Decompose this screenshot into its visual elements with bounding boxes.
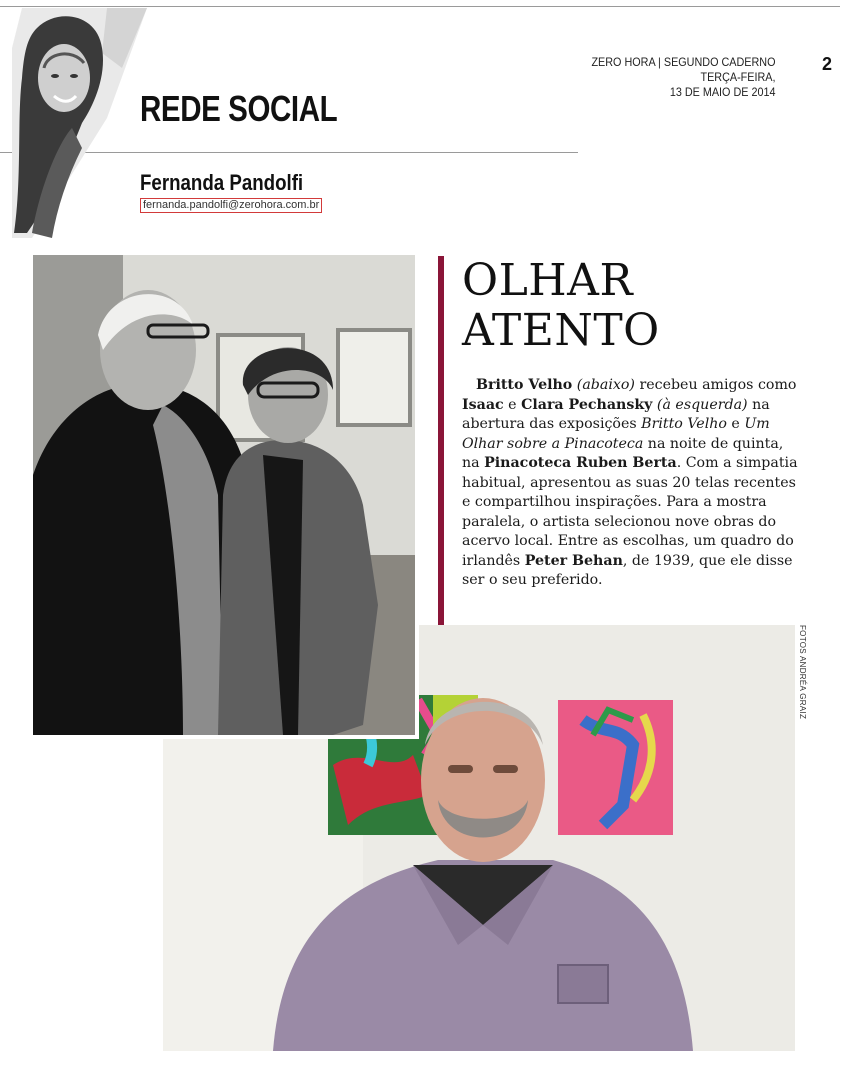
article-run: e bbox=[503, 396, 522, 413]
photo-credit: FOTOS ANDRÉA GRAIZ bbox=[798, 625, 807, 720]
masthead bbox=[591, 55, 775, 100]
article-run: Pinacoteca Ruben Berta bbox=[484, 455, 677, 471]
article-run: Isaac bbox=[462, 396, 504, 413]
article-run: na abertura das exposições bbox=[462, 396, 770, 432]
article-run: recebeu amigos como bbox=[634, 377, 797, 393]
article-run: Um Olhar sobre a Pinacoteca bbox=[462, 416, 770, 452]
headline-line-1: OLHAR bbox=[462, 255, 634, 306]
masthead-date: 13 DE MAIO DE 2014 bbox=[669, 85, 775, 99]
article-run: . Com a simpatia habitual, apresentou as suas 20 telas recentes e compartilhou inspirações. Para a mostra paralela, o artista selecionou nove obras do acervo local. Entre as escolhas, um quadro do irlandês bbox=[462, 455, 798, 569]
author-name: Fernanda Pandolfi bbox=[140, 170, 304, 195]
article-run: Clara Pechansky bbox=[521, 396, 653, 413]
page-number: 2 bbox=[822, 54, 833, 74]
article-run: Britto Velho bbox=[641, 416, 727, 432]
accent-bar bbox=[438, 256, 444, 660]
article-run: (à esquerda) bbox=[656, 396, 748, 413]
photo-couple bbox=[33, 255, 415, 735]
article-run: e bbox=[726, 416, 745, 432]
article-headline bbox=[462, 256, 660, 356]
top-rule bbox=[0, 6, 840, 7]
article-run: (abaixo) bbox=[576, 377, 635, 393]
author-email-link[interactable]: fernanda.pandolfi@zerohora.com.br bbox=[140, 198, 322, 213]
masthead-weekday: TERÇA-FEIRA, bbox=[699, 70, 775, 84]
columnist-portrait bbox=[12, 8, 147, 238]
article-run: , de 1939, que ele disse ser o seu preferido. bbox=[462, 552, 793, 588]
article-run: Britto Velho bbox=[476, 377, 573, 393]
article-run: Peter Behan bbox=[524, 552, 623, 569]
article-run: na noite de quinta, na bbox=[462, 435, 784, 471]
article-body bbox=[462, 376, 802, 591]
masthead-publication: ZERO HORA | SEGUNDO CADERNO bbox=[590, 55, 775, 69]
section-title: REDE SOCIAL bbox=[140, 88, 338, 129]
headline-line-2: ATENTO bbox=[462, 305, 660, 356]
